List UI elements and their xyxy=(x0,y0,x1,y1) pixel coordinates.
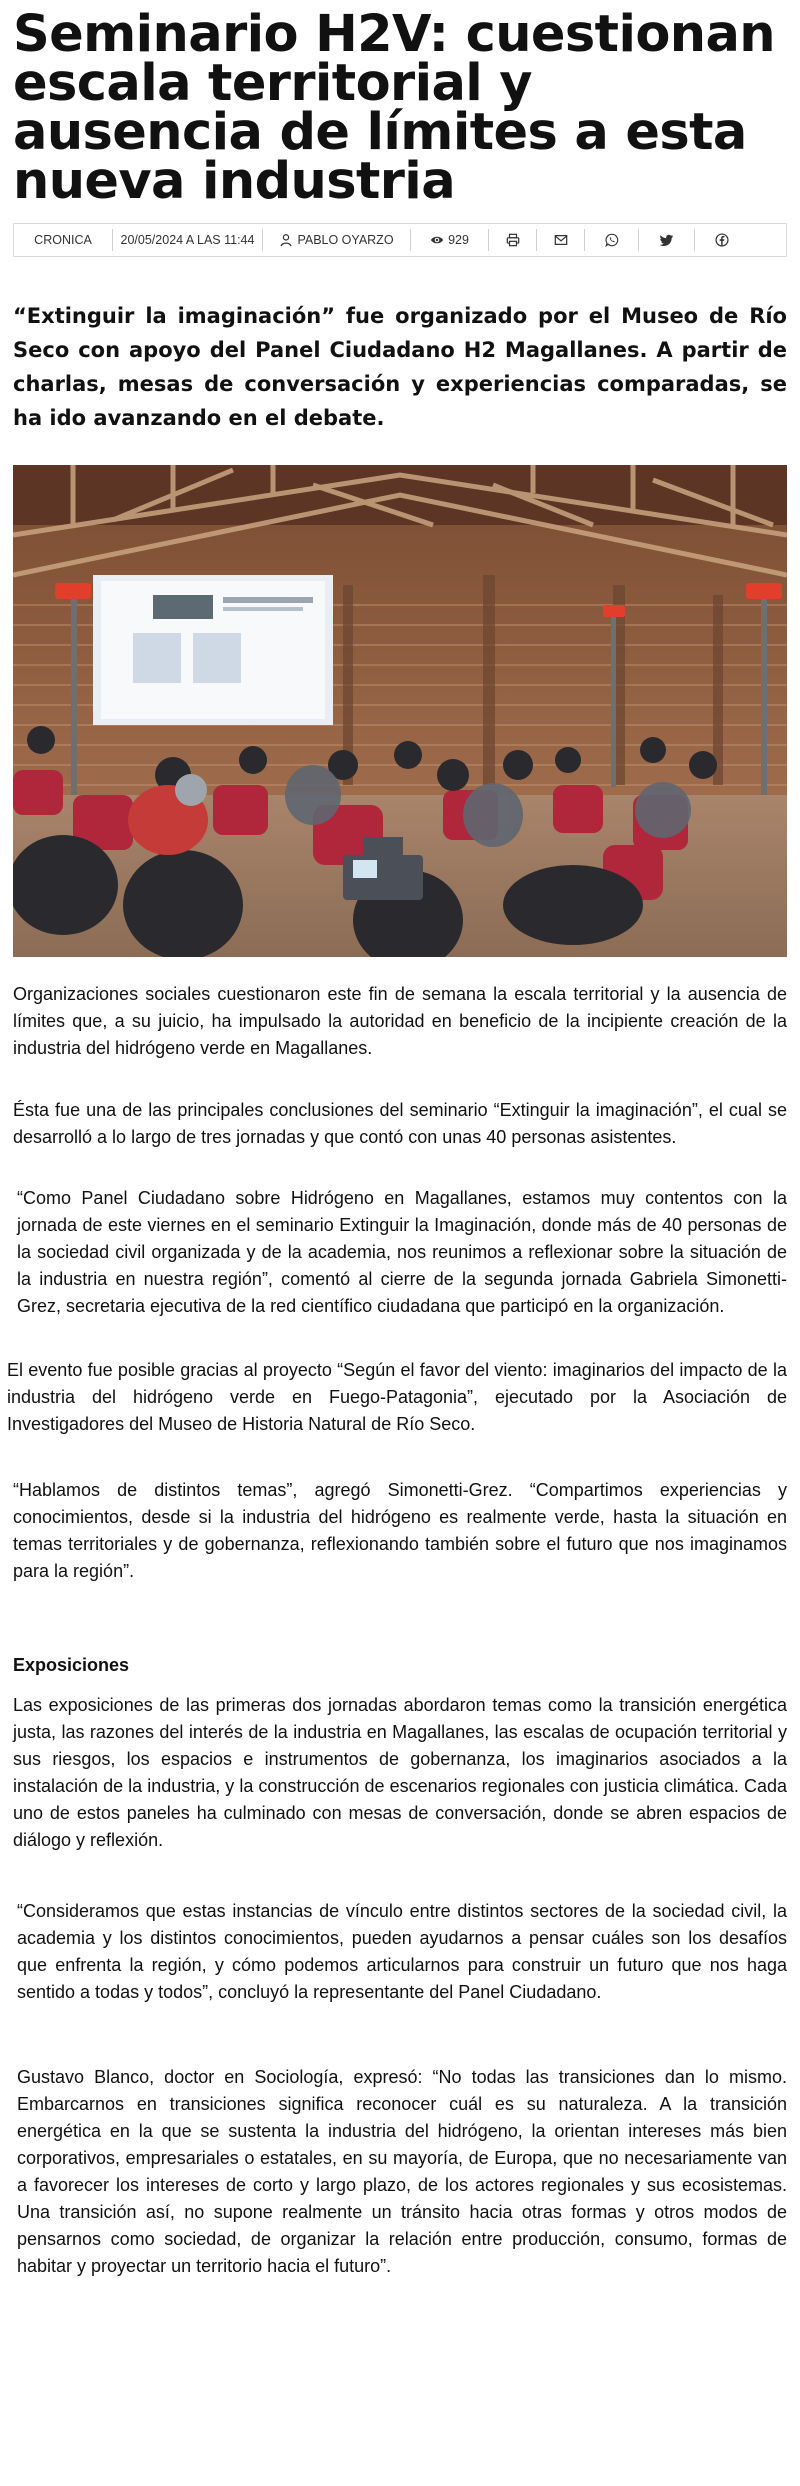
seminar-audience-image xyxy=(13,465,787,957)
paragraph: El evento fue posible gracias al proyecto “Según el favor del viento: imaginarios del impacto de la industria del hidrógeno verde en Fuego-Patagonia”, ejecutado por la Asociación de Investigadores del Museo de Historia Natural de Río Seco. xyxy=(7,1360,787,1434)
publish-datetime: 20/05/2024 A LAS 11:44 xyxy=(120,233,255,247)
twitter-share-button[interactable] xyxy=(638,229,694,251)
paragraph: Gustavo Blanco, doctor en Sociología, expresó: “No todas las transiciones dan lo mismo. Embarcarnos en transiciones significa reconocer cuál es su naturaleza. A la transición energética en la que se sustenta la industria del hidrógeno, la orientan intereses más bien corporativos, empresariales o estatales, en su mayoría, de Europa, que no necesariamente van a favorecer los intereses de corto y largo plazo, de los actores regionales y sus ecosistemas. Una transición así, no supone realmente un tránsito hacia otras formas y otros modos de pensarnos como sociedad, de organizar la relación entre producción, consumo, formas de habitar y proyectar un territorio hacia el futuro”. xyxy=(17,2067,787,2276)
envelope-icon xyxy=(554,233,568,247)
email-share-button[interactable] xyxy=(536,229,584,251)
section-link[interactable] xyxy=(14,229,112,251)
printer-icon xyxy=(506,233,520,247)
paragraph: Ésta fue una de las principales conclusiones del seminario “Extinguir la imaginación”, el cual se desarrolló a lo largo de tres jornadas y que contó con unas 40 personas asistentes. xyxy=(13,1100,787,1147)
author-name: PABLO OYARZO xyxy=(297,233,394,247)
paragraph: “Hablamos de distintos temas”, agregó Simonetti-Grez. “Compartimos experiencias y conocimientos, desde si la industria del hidrógeno es realmente verde, hasta la situación en temas territoriales y de gobernanza, reflexionando también sobre el futuro que nos imaginamos para la región”. xyxy=(13,1480,787,1581)
view-counter xyxy=(410,229,488,251)
author-link[interactable] xyxy=(262,229,410,251)
article-meta-bar xyxy=(13,223,787,257)
section-heading: Exposiciones xyxy=(13,1655,130,1675)
whatsapp-icon xyxy=(605,233,619,247)
eye-icon xyxy=(430,233,444,247)
print-button[interactable] xyxy=(488,229,536,251)
article-body xyxy=(7,981,787,2280)
section-label: CRONICA xyxy=(34,233,92,247)
paragraph: Organizaciones sociales cuestionaron este fin de semana la escala territorial y la ausencia de límites que, a su juicio, ha impulsado la autoridad en beneficio de la incipiente creación de la industria del hidrógeno verde en Magallanes. xyxy=(13,984,787,1058)
view-count: 929 xyxy=(448,233,469,247)
paragraph: “Como Panel Ciudadano sobre Hidrógeno en Magallanes, estamos muy contentos con la jornada de este viernes en el seminario Extinguir la Imaginación, donde más de 40 personas de la sociedad civil organizada y de la academia, nos reunimos a reflexionar sobre la situación de la industria en nuestra región”, comentó al cierre de la segunda jornada Gabriela Simonetti-Grez, secretaria ejecutiva de la red científico ciudadana que participó en la organización. xyxy=(17,1188,787,1316)
article-lead: “Extinguir la imaginación” fue organizado por el Museo de Río Seco con apoyo del Panel Ciudadano H2 Magallanes. A partir de charlas, mesas de conversación y experiencias comparadas, se ha ido avanzando en el debate. xyxy=(13,304,787,430)
article-photo xyxy=(13,465,787,957)
facebook-share-button[interactable] xyxy=(694,229,748,251)
paragraph: Las exposiciones de las primeras dos jornadas abordaron temas como la transición energética justa, las razones del interés de la industria en Magallanes, las escalas de ocupación territorial y sus riesgos, los espacios e instrumentos de gobernanza, los imaginarios asociados a la instalación de la industria, y la construcción de escenarios regionales con justicia climática. Cada uno de estos paneles ha culminado con mesas de conversación, donde se abren espacios de diálogo y reflexión. xyxy=(13,1695,787,1850)
article-headline: Seminario H2V: cuestionan escala territorial y ausencia de límites a esta nueva industria xyxy=(13,5,776,211)
publish-date xyxy=(112,229,262,251)
facebook-icon xyxy=(715,233,729,247)
twitter-icon xyxy=(660,233,674,247)
user-icon xyxy=(279,233,293,247)
whatsapp-share-button[interactable] xyxy=(584,229,638,251)
paragraph: “Consideramos que estas instancias de vínculo entre distintos sectores de la sociedad civil, la academia y los distintos conocimientos, pueden ayudarnos a pensar cuáles son los desafíos que enfrenta la región, y cómo podemos articularnos para construir un futuro que nos haga sentido a todas y todos”, concluyó la representante del Panel Ciudadano. xyxy=(17,1901,787,2002)
